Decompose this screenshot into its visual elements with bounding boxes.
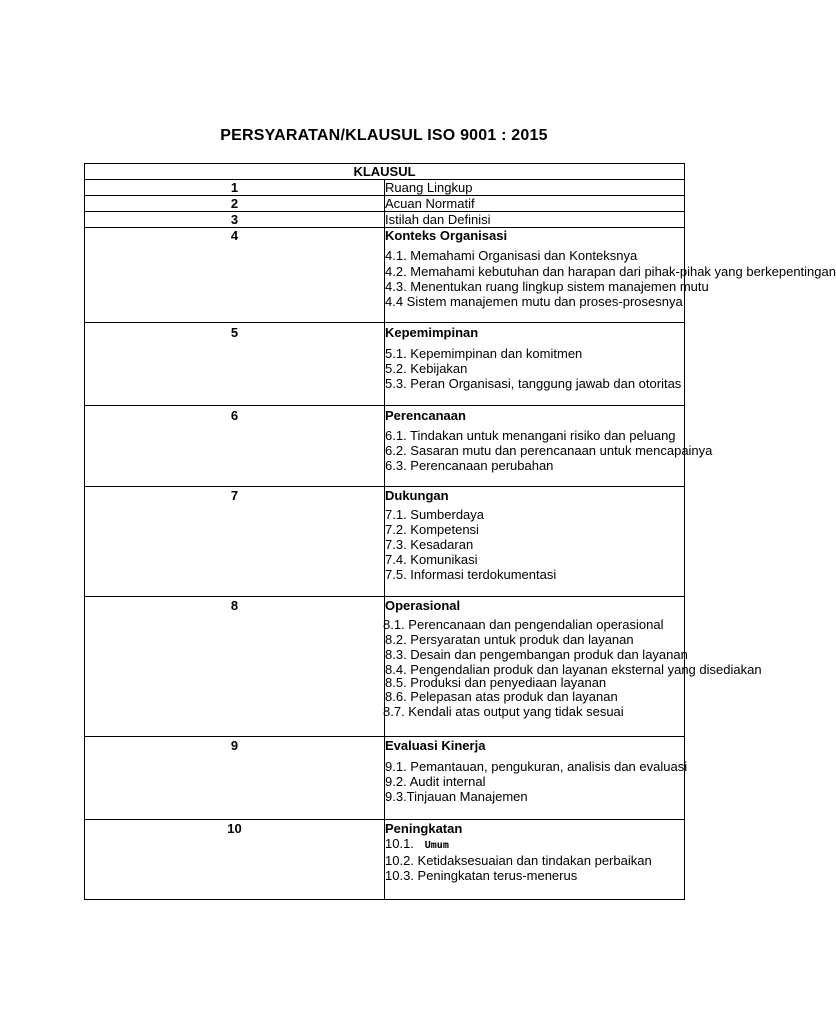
clause-number: 3 [85,212,385,228]
clause-number: 4 [85,228,385,323]
list-item: 7.5. Informasi terdokumentasi [385,567,557,582]
clause-number: 6 [85,406,385,487]
list-item: 8.1. Perencanaan dan pengendalian operasional [383,617,664,632]
document-title: PERSYARATAN/KLAUSUL ISO 9001 : 2015 [220,127,548,144]
clause-section [385,323,685,406]
section-title: Operasional [385,598,461,613]
clause-section [385,737,688,820]
list-item: 8.2. Persyaratan untuk produk dan layanan [385,632,634,647]
list-item: 5.3. Peran Organisasi, tanggung jawab dan otoritas [385,376,682,391]
section-items [385,248,836,309]
clause-number: 8 [85,597,385,737]
clause-section [385,406,713,487]
clause-number: 9 [85,737,385,820]
list-item: 10.3. Peningkatan terus-menerus [385,868,578,883]
section-items [385,836,684,883]
list-item: 8.7. Kendali atas output yang tidak sesuai [383,704,624,719]
item-label: Umum [424,840,449,851]
section-title: Perencanaan [385,408,466,423]
clause-number: 10 [85,820,385,900]
section-title: Evaluasi Kinerja [385,738,486,753]
table-row [85,228,685,323]
list-item: 5.1. Kepemimpinan dan komitmen [385,346,583,361]
clause-table [84,163,836,900]
list-item: 8.4. Pengendalian produk dan layanan eksternal yang disediakan [385,662,762,677]
list-item [385,836,684,853]
list-item: 6.1. Tindakan untuk menangani risiko dan peluang [385,428,676,443]
table-row [85,212,685,228]
list-item: 9.2. Audit internal [385,774,486,789]
table-row [85,487,685,597]
table-row [85,737,685,820]
list-item: 7.2. Kompetensi [385,522,479,537]
list-item: 8.5. Produksi dan penyediaan layanan [385,675,607,690]
clause-section [383,597,762,737]
clause-number: 2 [85,196,385,212]
table-row [85,196,685,212]
list-item: 4.3. Menentukan ruang lingkup sistem manajemen mutu [385,279,709,294]
list-item: 9.1. Pemantauan, pengukuran, analisis dan evaluasi [385,759,688,774]
section-items [385,507,684,582]
section-title: Dukungan [385,488,449,503]
list-item: 4.1. Memahami Organisasi dan Konteksnya [385,248,638,263]
section-items [385,759,688,804]
section-title: Peningkatan [385,821,463,836]
table-header: KLAUSUL [85,164,685,180]
table-row [85,323,685,406]
section-items [385,346,684,391]
list-item: 6.2. Sasaran mutu dan perencanaan untuk mencapainya [385,443,713,458]
list-item: 8.6. Pelepasan atas produk dan layanan [385,689,618,704]
clause-number: 1 [85,180,385,196]
section-title: Konteks Organisasi [385,228,508,243]
list-item: 10.2. Ketidaksesuaian dan tindakan perbaikan [385,853,652,868]
section-items [385,428,713,473]
list-item: 9.3.Tinjauan Manajemen [385,789,528,804]
clause-number: 7 [85,487,385,597]
clause-number: 5 [85,323,385,406]
table-row [85,180,685,196]
list-item: 4.2. Memahami kebutuhan dan harapan dari pihak-pihak yang berkepentingan [385,264,836,279]
section-title: Kepemimpinan [385,325,479,340]
list-item: 7.4. Komunikasi [385,552,478,567]
list-item: 6.3. Perencanaan perubahan [385,458,554,473]
clause-label: Acuan Normatif [385,196,685,212]
list-item: 4.4 Sistem manajemen mutu dan proses-prosesnya [385,294,683,309]
clause-label: Ruang Lingkup [385,180,685,196]
item-number: 10.1. [385,836,414,851]
table-header-row [85,164,685,180]
list-item: 8.3. Desain dan pengembangan produk dan layanan [385,647,688,662]
table-row [85,597,685,737]
clause-section [385,487,685,597]
list-item: 7.3. Kesadaran [385,537,474,552]
clause-section [385,228,836,323]
clause-label: Istilah dan Definisi [385,212,685,228]
list-item: 5.2. Kebijakan [385,361,468,376]
table-row [85,820,685,900]
section-items [383,617,762,719]
clause-section [385,820,685,900]
list-item: 7.1. Sumberdaya [385,507,485,522]
table-row [85,406,685,487]
